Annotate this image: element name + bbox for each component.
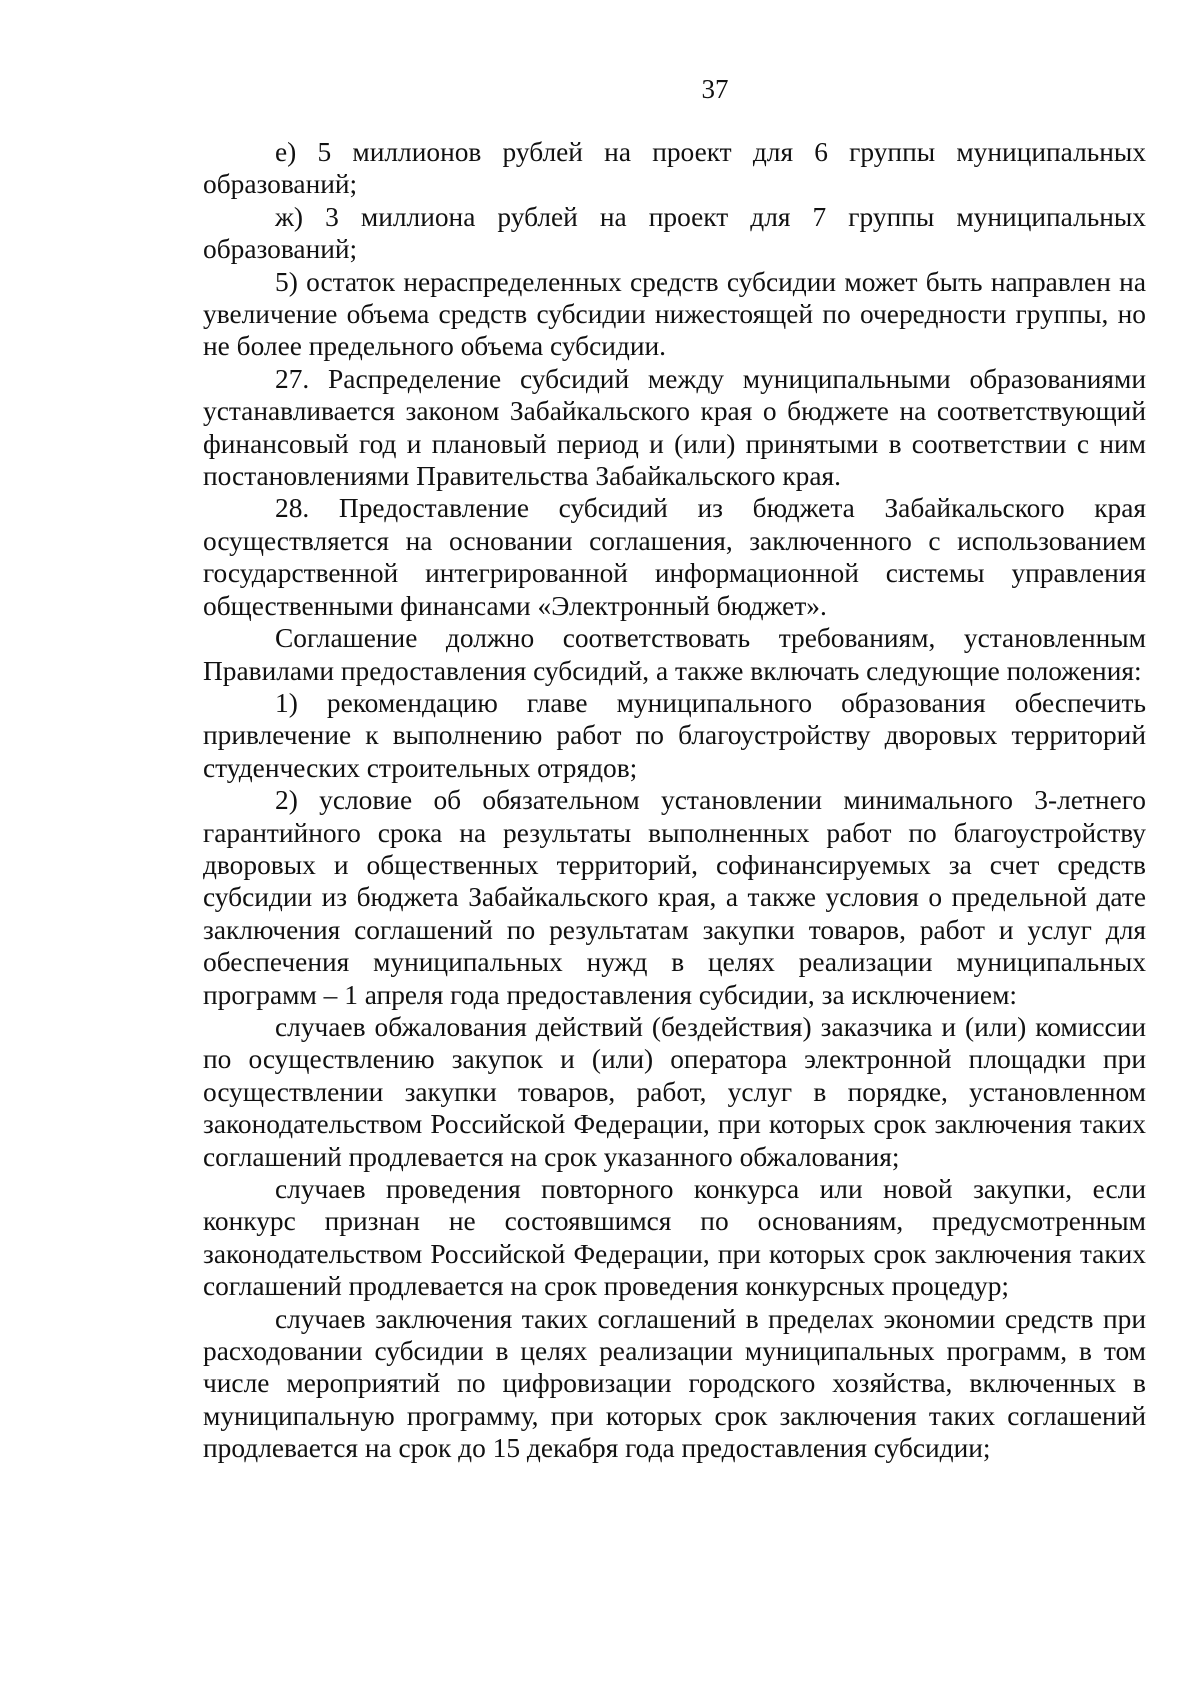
paragraph-clause-28: 28. Предоставление субсидий из бюджета Забайкальского края осуществляется на основании соглашения, заключенного с использованием государственной интегрированной информационной системы управления общественными финансами «Электронный бюджет».: [203, 493, 1146, 621]
paragraph-exception-appeal: случаев обжалования действий (бездействия) заказчика и (или) комиссии по осуществлению закупок и (или) оператора электронной площадки при осуществлении закупки товаров, работ, услуг в порядке, установленном законодательством Российской Федерации, при которых срок заключения таких соглашений продлевается на срок указанного обжалования;: [203, 1011, 1146, 1172]
page-number: 37: [701, 74, 729, 104]
document-body: [203, 136, 1146, 1465]
paragraph-item-1: 1) рекомендацию главе муниципального образования обеспечить привлечение к выполнению работ по благоустройству дворовых территорий студенческих строительных отрядов;: [203, 687, 1146, 783]
paragraph-exception-repeat-tender: случаев проведения повторного конкурса или новой закупки, если конкурс признан не состоявшимся по основаниям, предусмотренным законодательством Российской Федерации, при которых срок заключения таких соглашений продлевается на срок проведения конкурсных процедур;: [203, 1174, 1146, 1302]
paragraph-item-e: е) 5 миллионов рублей на проект для 6 группы муниципальных образований;: [203, 137, 1146, 200]
paragraph-exception-savings: случаев заключения таких соглашений в пределах экономии средств при расходовании субсидии в целях реализации муниципальных программ, в том числе мероприятий по цифровизации городского хозяйства, включенных в муниципальную программу, при которых срок заключения таких соглашений продлевается на срок до 15 декабря года предоставления субсидии;: [203, 1303, 1146, 1464]
paragraph-agreement-requirements: Соглашение должно соответствовать требованиям, установленным Правилами предоставления субсидий, а также включать следующие положения:: [203, 623, 1146, 686]
paragraph-item-2: 2) условие об обязательном установлении минимального 3-летнего гарантийного срока на результаты выполненных работ по благоустройству дворовых и общественных территорий, софинансируемых за счет средств субсидии из бюджета Забайкальского края, а также условия о предельной дате заключения соглашений по результатам закупки товаров, работ и услуг для обеспечения муниципальных нужд в целях реализации муниципальных программ – 1 апреля года предоставления субсидии, за исключением:: [203, 785, 1146, 1010]
paragraph-item-5: 5) остаток нераспределенных средств субсидии может быть направлен на увеличение объема средств субсидии нижестоящей по очередности группы, но не более предельного объема субсидии.: [203, 266, 1146, 362]
paragraph-item-zh: ж) 3 миллиона рублей на проект для 7 группы муниципальных образований;: [203, 201, 1146, 265]
paragraph-clause-27: 27. Распределение субсидий между муниципальными образованиями устанавливается законом Забайкальского края о бюджете на соответствующий финансовый год и плановый период и (или) принятыми в соответствии с ним постановлениями Правительства Забайкальского края.: [203, 363, 1146, 492]
